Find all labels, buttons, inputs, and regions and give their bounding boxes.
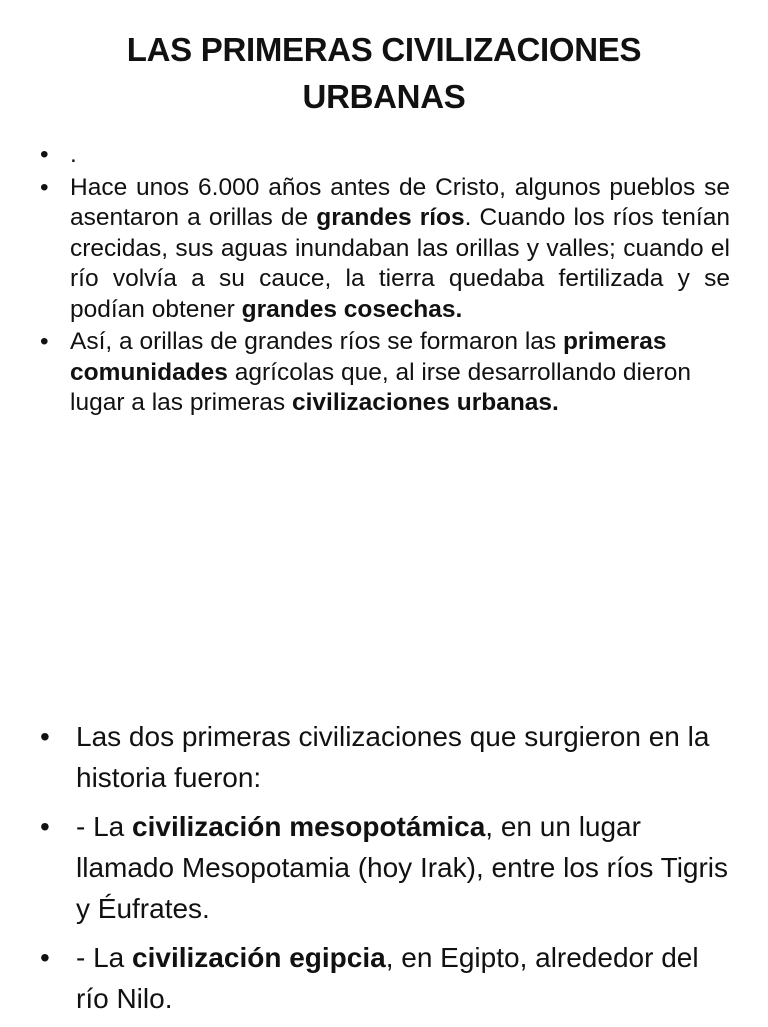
list-item: [40, 716, 730, 798]
list-item: [40, 806, 730, 929]
bullet-text: , en Egipto, alrededor del río Nilo.: [76, 942, 699, 1014]
civilizations-bullet-list: [40, 716, 730, 1027]
title-line-2: URBANAS: [302, 78, 466, 115]
bullet-text: - La: [76, 942, 133, 973]
page-title: [0, 26, 768, 120]
bullet-text: . Cuando los ríos tenían crecidas, sus aguas inundaban las orillas y valles; cuando el río volvía a su cauce, la tierra quedaba fertilizada y se podían obtener: [70, 204, 730, 323]
bullet-text: agrícolas que, al irse desarrollando dieron lugar a las primeras: [70, 358, 691, 416]
bullet-icon: •: [40, 942, 50, 973]
list-item: [40, 173, 730, 326]
bold-phrase: civilización mesopotámica: [132, 811, 486, 842]
bullet-text: , en un lugar llamado Mesopotamia (hoy Irak), entre los ríos Tigris y Éufrates.: [76, 811, 729, 924]
bullet-text: Hace unos 6.000 años antes de Cristo, algunos pueblos se asentaron a orillas de: [70, 173, 730, 231]
bold-phrase: grandes cosechas.: [241, 295, 463, 323]
list-item: [40, 140, 730, 171]
title-line-1: LAS PRIMERAS CIVILIZACIONES: [126, 31, 642, 68]
bullet-text: .: [70, 141, 77, 168]
bullet-icon: •: [40, 173, 49, 201]
bullet-icon: •: [40, 328, 49, 355]
bullet-text: Las dos primeras civilizaciones que surgieron en la historia fueron:: [76, 721, 710, 793]
intro-bullet-list: [40, 140, 730, 421]
list-item: [40, 327, 730, 419]
bullet-icon: •: [40, 141, 49, 168]
bullet-icon: •: [40, 811, 50, 842]
bold-phrase: civilizaciones urbanas.: [291, 389, 559, 416]
bold-phrase: grandes ríos: [316, 204, 465, 231]
bullet-text: - La: [76, 811, 133, 842]
bullet-text: Así, a orillas de grandes ríos se formaron las: [70, 328, 563, 355]
bold-phrase: primeras comunidades: [70, 328, 667, 386]
bullet-icon: •: [40, 721, 50, 752]
bold-phrase: civilización egipcia: [132, 942, 386, 973]
list-item: [40, 937, 730, 1019]
